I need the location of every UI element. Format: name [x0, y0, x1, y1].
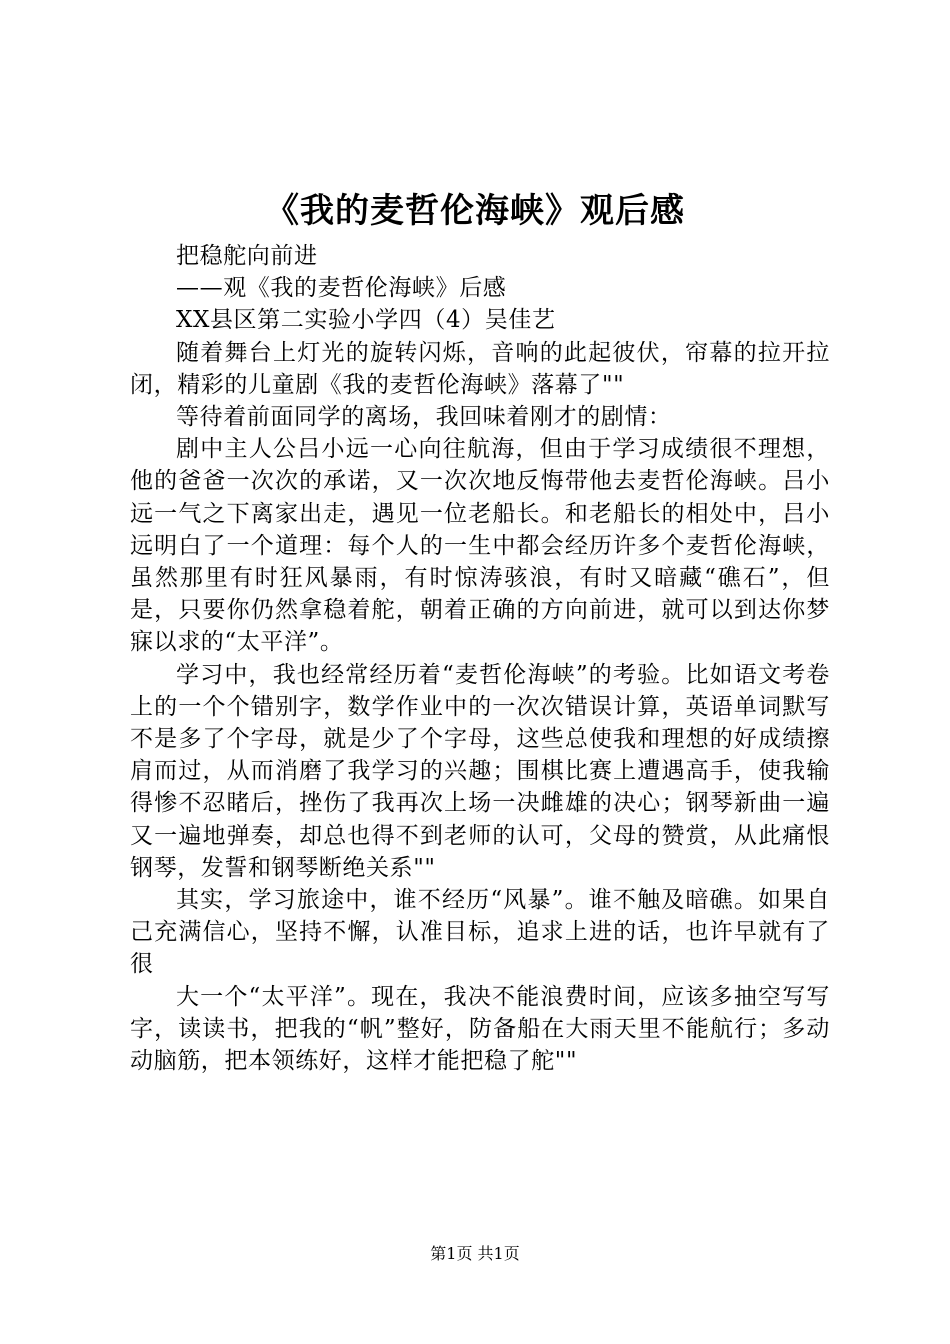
paragraph-subtitle: ——观《我的麦哲伦海峡》后感	[176, 275, 507, 302]
document-body	[130, 240, 830, 1077]
paragraph: 等待着前面同学的离场，我回味着刚才的剧情：	[176, 404, 672, 431]
paragraph-heading: 把稳舵向前进	[176, 243, 318, 269]
paragraph: 剧中主人公吕小远一心向往航海，但由于学习成绩很不理想，他的爸爸一次次的承诺，又一次次地反悔带他去麦哲伦海峡。吕小远一气之下离家出走，遇见一位老船长。和老船长的相处中，吕小远明白了一个道理：每个人的一生中都会经历许多个麦哲伦海峡，虽然那里有时狂风暴雨，有时惊涛骇浪，有时又暗藏“礁石”，但是，只要你仍然拿稳着舵，朝着正确的方向前进，就可以到达你梦寐以求的“太平洋”。	[130, 436, 830, 656]
paragraph: 大一个“太平洋”。现在，我决不能浪费时间，应该多抽空写写字，读读书，把我的“帆”整好，防备船在大雨天里不能航行；多动动脑筋，把本领练好，这样才能把稳了舵""	[130, 983, 830, 1075]
paragraph: 学习中，我也经常经历着“麦哲伦海峡”的考验。比如语文考卷上的一个个错别字，数学作业中的一次次错误计算，英语单词默写不是多了个字母，就是少了个字母，这些总使我和理想的好成绩擦肩而过，从而消磨了我学习的兴趣；围棋比赛上遭遇高手，使我输得惨不忍睹后，挫伤了我再次上场一决雌雄的决心；钢琴新曲一遍又一遍地弹奏，却总也得不到老师的认可，父母的赞赏，从此痛恨钢琴，发誓和钢琴断绝关系""	[130, 661, 830, 881]
paragraph: 随着舞台上灯光的旋转闪烁，音响的此起彼伏，帘幕的拉开拉闭，精彩的儿童剧《我的麦哲伦海峡》落幕了""	[130, 339, 830, 398]
paragraph: 其实，学习旅途中，谁不经历“风暴”。谁不触及暗礁。如果自己充满信心，坚持不懈，认准目标，追求上进的话，也许早就有了很	[130, 887, 830, 978]
document-title: 《我的麦哲伦海峡》观后感	[265, 191, 685, 231]
page-footer: 第1页 共1页	[430, 1244, 520, 1263]
paragraph-author: XX县区第二实验小学四（4）吴佳艺	[176, 307, 556, 334]
